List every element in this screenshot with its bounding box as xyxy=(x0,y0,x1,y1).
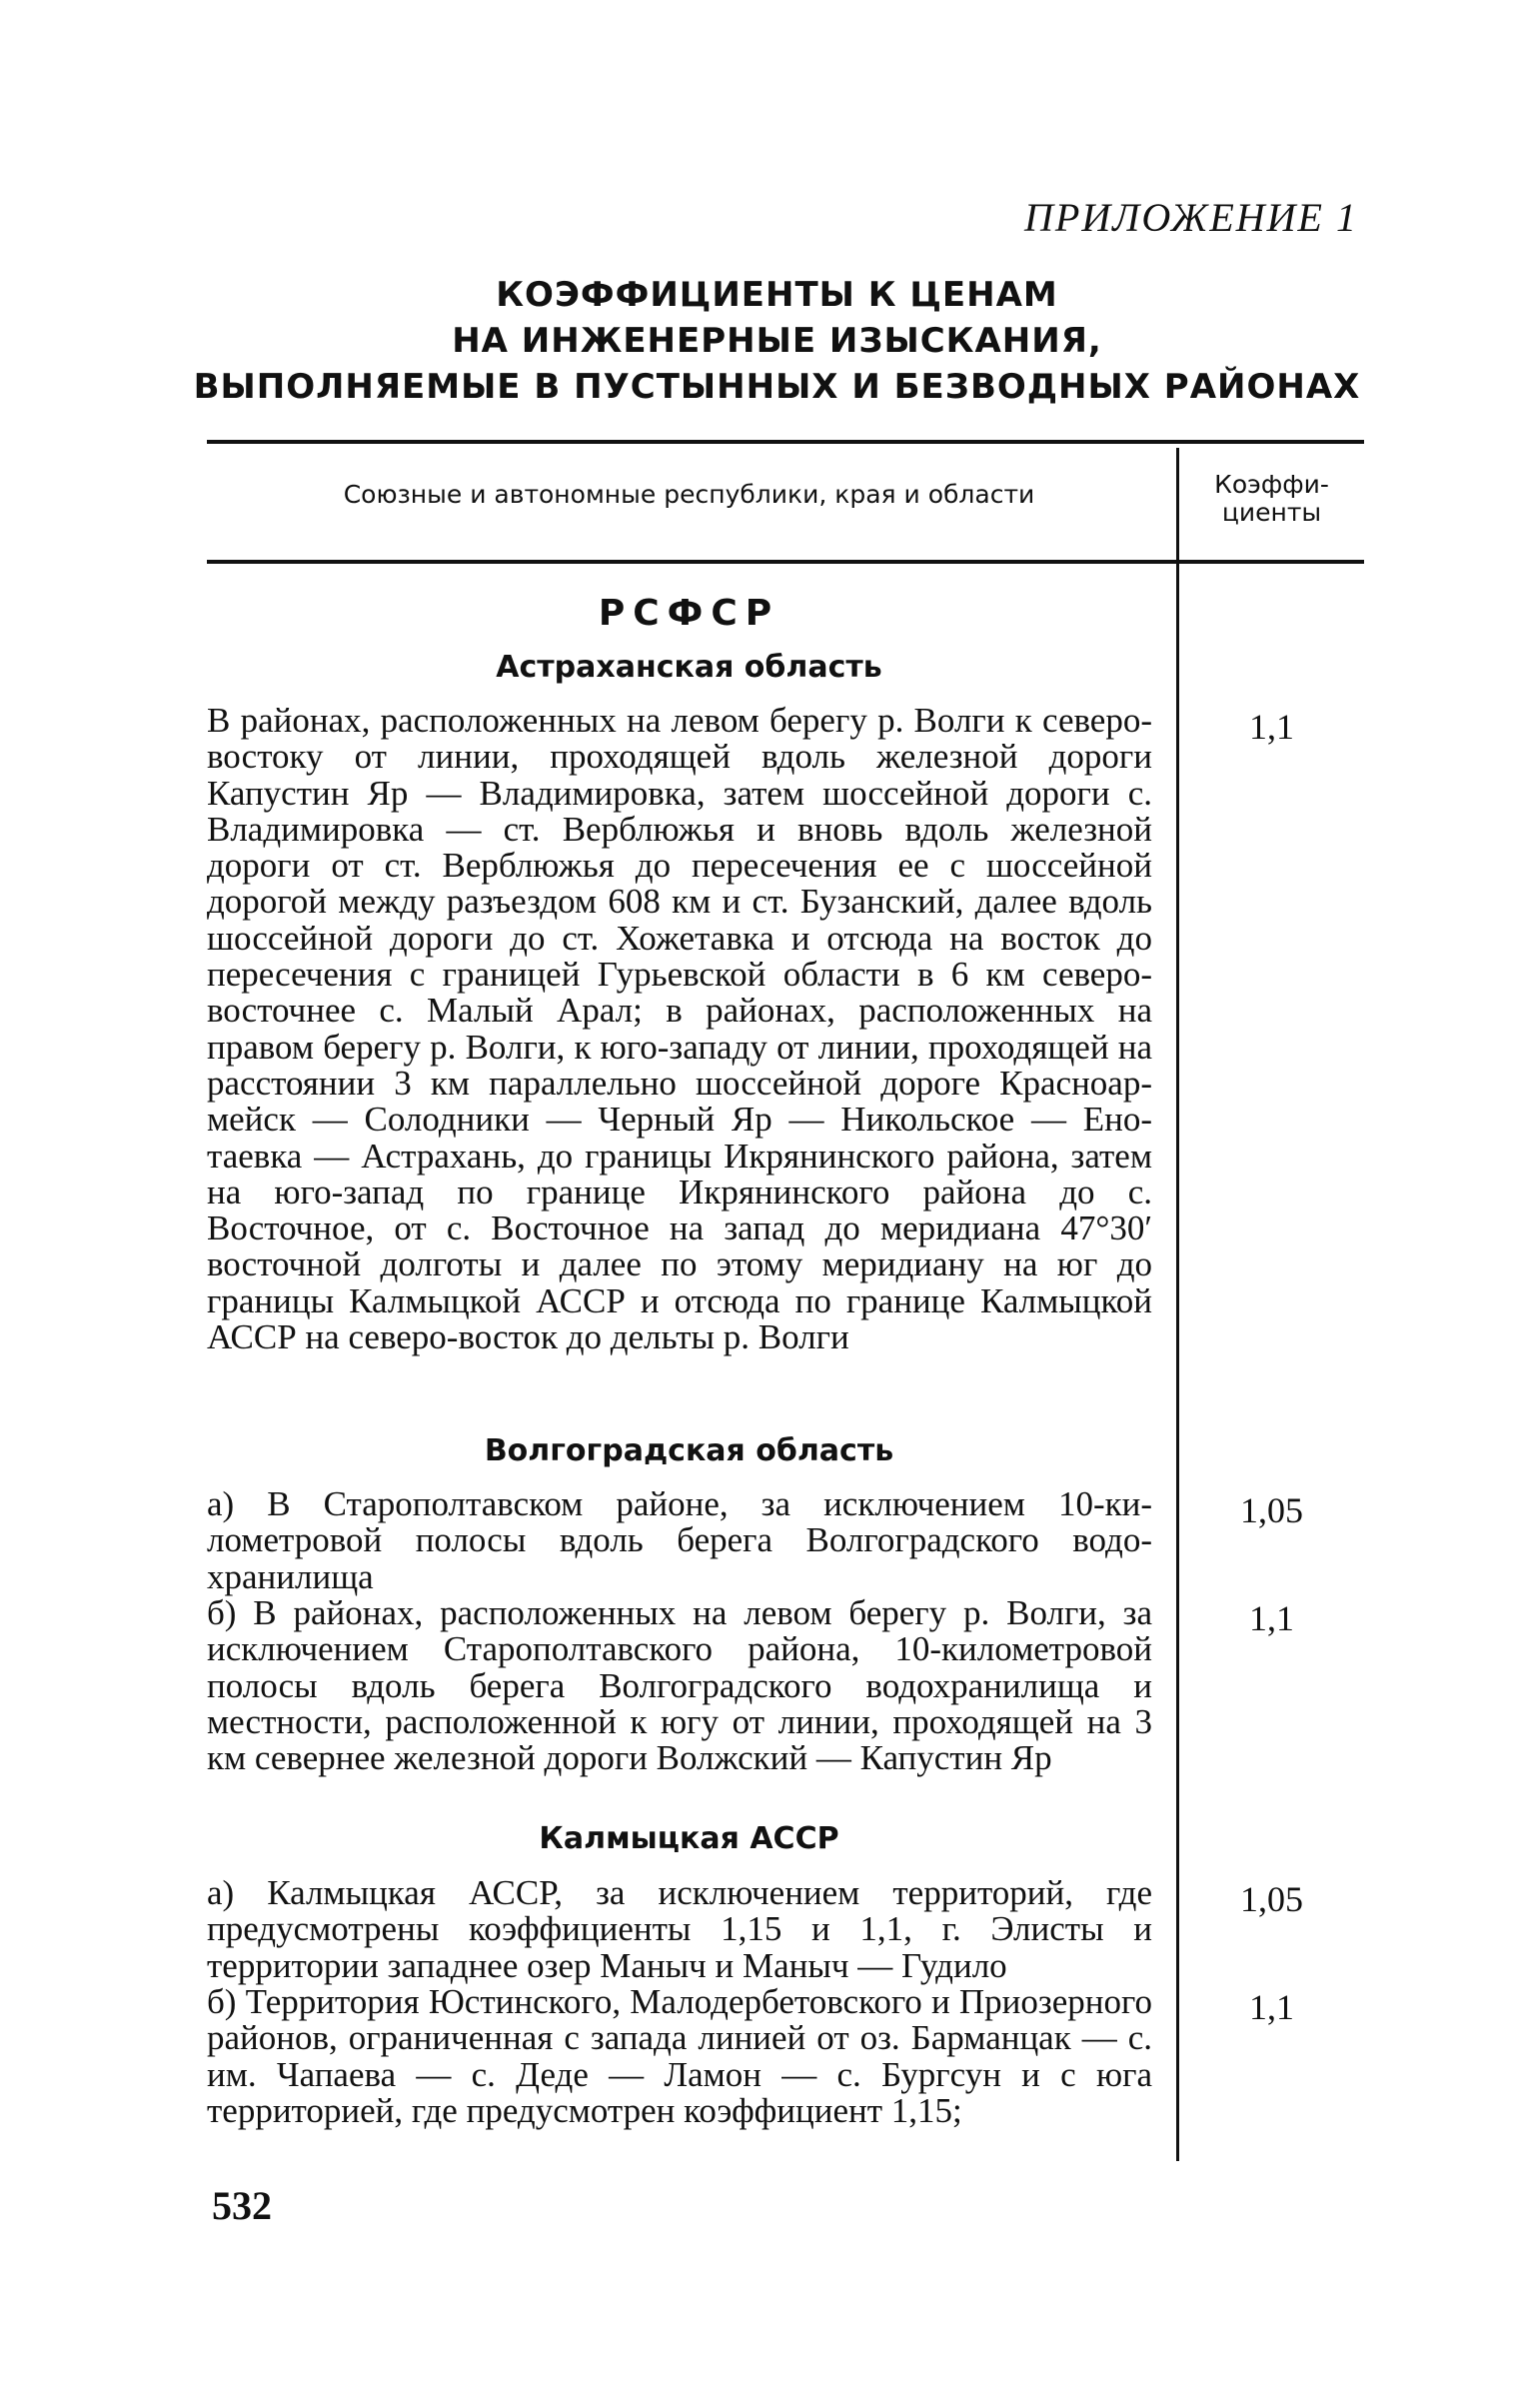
table-row-text: а) В Старополтавском районе, за исключением 10-километровой полосы вдоль берега Волгоградского водохранилища xyxy=(207,1484,1152,1596)
document-title xyxy=(190,272,1364,410)
region-heading: Астраханская область xyxy=(496,650,882,685)
title-line: НА ИНЖЕНЕРНЫЕ ИЗЫСКАНИЯ, xyxy=(452,321,1102,361)
title-line: КОЭФФИЦИЕНТЫ К ЦЕНАМ xyxy=(496,275,1058,315)
column-header-line: Коэффи- xyxy=(1214,470,1329,499)
table-top-rule xyxy=(207,440,1364,444)
column-header-coefficients xyxy=(1179,471,1364,527)
coefficient-value: 1,05 xyxy=(1240,1879,1303,1919)
table-row-text: б) В районах, расположенных на левом берегу р. Волги, за исключением Старополтавского района, 10-километровой полосы вдоль берега Волгоградского водохранилища и местности, расположенной к югу от линии, проходящей на 3 км севернее железной дороги Волжский — Капустин Яр xyxy=(207,1593,1152,1778)
table-row-text: б) Территория Юстинского, Малодербетовского и Приозерного районов, ограниченная с запада линией от оз. Барманцак — с. им. Чапаева — с. Деде — Ламон — с. Бургсун и с юга территорией, где предусмотрен коэффициент 1,15; xyxy=(207,1982,1152,2130)
column-header-line: циенты xyxy=(1221,498,1322,527)
region-heading: Калмыцкая АССР xyxy=(539,1821,839,1856)
table-row-text: а) Калмыцкая АССР, за исключением территорий, где предусмотрены коэффициенты 1,15 и 1,1, г. Элисты и территории западнее озер Маныч и Маныч — Гудило xyxy=(207,1873,1152,1985)
column-header-regions: Союзные и автономные республики, края и области xyxy=(343,480,1035,509)
coefficient-value: 1,1 xyxy=(1249,1987,1294,2027)
appendix-label: ПРИЛОЖЕНИЕ 1 xyxy=(1024,195,1358,240)
republic-heading: РСФСР xyxy=(598,593,780,634)
coefficient-value: 1,1 xyxy=(1249,1598,1294,1638)
coefficient-value: 1,1 xyxy=(1249,707,1294,747)
region-heading: Волгоградская область xyxy=(484,1433,894,1468)
table-header-rule xyxy=(207,560,1364,564)
table-row-text: В районах, расположенных на левом берегу р. Волги к северо-востоку от линии, проходящей вдоль железной дороги Капустин Яр — Владимировка, затем шоссейной дороги с. Владимировка — ст. Верблюжья и вновь вдоль железной дороги от ст. Верблюжья до пересечения ее с шоссейной дорогой между разъездом 608 км и ст. Бузанский, далее вдоль шоссейной дороги до ст. Хожетавка и отсюда на восток до пересечения с границей Гурьевской области в 6 км северо-восточнее с. Малый Арал; в районах, расположенных на правом берегу р. Волги, к юго-западу от линии, проходящей на расстоянии 3 км параллельно шоссейной дороге Красноармейск — Солодники — Черный Яр — Никольское — Енотаевка — Астрахань, до границы Икрянинского района, затем на юго-запад по границе Икрянинского района до с. Восточное, от с. Восточное на запад до меридиана 47°30′ восточной долготы и далее по этому меридиану на юг до границы Калмыцкой АССР и отсюда по границе Калмыцкой АССР на северо-восток до дельты р. Волги xyxy=(207,701,1152,1357)
title-line: ВЫПОЛНЯЕМЫЕ В ПУСТЫННЫХ И БЕЗВОДНЫХ РАЙОНАХ xyxy=(193,367,1361,407)
coefficient-value: 1,05 xyxy=(1240,1490,1303,1530)
page-number: 532 xyxy=(212,2183,272,2228)
